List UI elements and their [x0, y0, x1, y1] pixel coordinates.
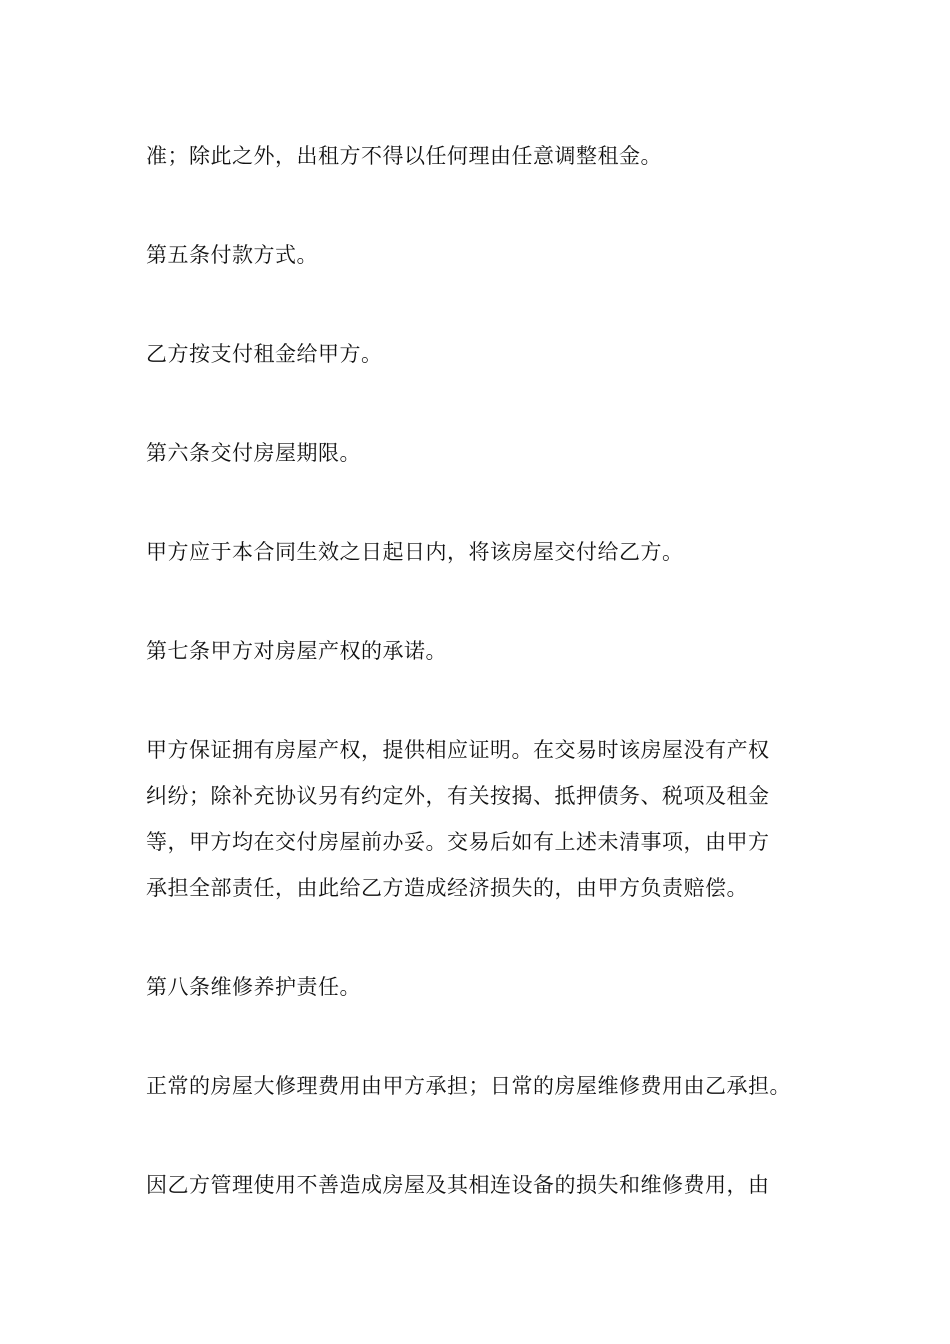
text-line: 乙方按支付租金给甲方。: [146, 342, 383, 366]
paragraph-maintenance-costs: [146, 1063, 816, 1109]
paragraph-property-rights: [146, 727, 816, 911]
text-line: 承担全部责任，由此给乙方造成经济损失的，由甲方负责赔偿。: [146, 876, 748, 900]
paragraph-delivery: [146, 529, 816, 575]
text-line: 第六条交付房屋期限。: [146, 441, 361, 465]
paragraph-rent-adjustment: [146, 133, 816, 179]
text-line: 正常的房屋大修理费用由甲方承担；日常的房屋维修费用由乙承担。: [146, 1074, 791, 1098]
paragraph-tenant-damage: [146, 1162, 816, 1208]
heading-article-6-delivery-period: [146, 430, 816, 476]
text-line: 第八条维修养护责任。: [146, 975, 361, 999]
document-body: [146, 133, 816, 1208]
text-line: 等，甲方均在交付房屋前办妥。交易后如有上述未清事项，由甲方: [146, 830, 770, 854]
text-line: 因乙方管理使用不善造成房屋及其相连设备的损失和维修费用，由: [146, 1173, 770, 1197]
text-line: 第五条付款方式。: [146, 243, 318, 267]
text-line: 纠纷；除补充协议另有约定外，有关按揭、抵押债务、税项及租金: [146, 784, 770, 808]
heading-article-8-maintenance: [146, 964, 816, 1010]
text-line: 第七条甲方对房屋产权的承诺。: [146, 639, 447, 663]
text-line: 甲方保证拥有房屋产权，提供相应证明。在交易时该房屋没有产权: [146, 738, 770, 762]
heading-article-5-payment-method: [146, 232, 816, 278]
text-line: 甲方应于本合同生效之日起日内，将该房屋交付给乙方。: [146, 540, 684, 564]
heading-article-7-property-rights: [146, 628, 816, 674]
paragraph-payment: [146, 331, 816, 377]
text-line: 准；除此之外，出租方不得以任何理由任意调整租金。: [146, 144, 662, 168]
